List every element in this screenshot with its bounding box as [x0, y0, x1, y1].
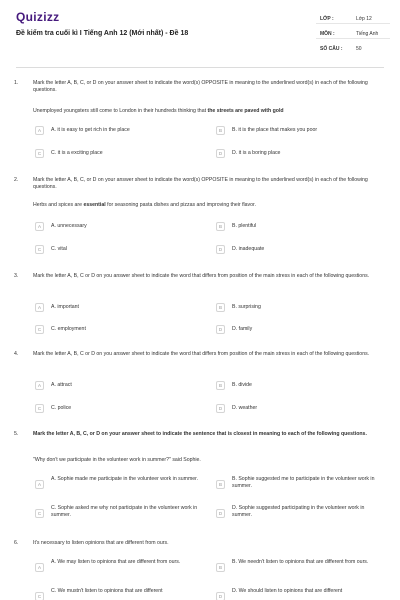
question-stem: Mark the letter A, B, C or D on you answer sheet to indicate the word that differs from position of the main stress in each of the following questions. [33, 273, 370, 279]
document-title: Đề kiểm tra cuối kì I Tiếng Anh 12 (Mới nhất) - Đề 18 [16, 30, 189, 37]
option-letter-box: D [216, 404, 225, 413]
option-text: C. We mustn't listen to opinions that are different [51, 588, 163, 594]
question-context: Unemployed youngsters still come to London in their hundreds thinking that the streets are paved with gold [33, 108, 284, 114]
option-letter-box: C [35, 149, 44, 158]
question-context: "Why don't we participate in the volunteer work in summer?" said Sophie. [33, 457, 201, 463]
option-text: A. unnecessary [51, 223, 87, 229]
option-letter-box: A [35, 126, 44, 135]
option-letter-box: A [35, 563, 44, 572]
question-stem: Mark the letter A, B, C or D on you answer sheet to indicate the word that differs from position of the main stress in each of the following questions. [33, 351, 370, 357]
option-text: C. vital [51, 246, 67, 252]
header-divider [16, 67, 384, 68]
option-text: D. it is a boring place [232, 150, 281, 156]
option-text: B. We needn't listen to opinions that are different from ours. [232, 559, 369, 565]
option-text: C. police [51, 405, 72, 411]
question-number: 2. [14, 177, 19, 183]
meta-subject-label: MÔN : [320, 31, 335, 37]
option-text: B. divide [232, 382, 252, 388]
question-context: Herbs and spices are essential for seasoning pasta dishes and pizzas and improving their flavor. [33, 202, 256, 208]
meta-subject-value: Tiếng Anh [356, 31, 379, 37]
option-letter-box: B [216, 480, 225, 489]
meta-grade-label: LỚP : [320, 16, 334, 22]
question-number: 5. [14, 431, 19, 437]
option-letter-box: B [216, 222, 225, 231]
question-number: 4. [14, 351, 19, 357]
option-letter-box: A [35, 222, 44, 231]
option-letter-box: C [35, 245, 44, 254]
option-letter-box: B [216, 563, 225, 572]
option-text: B. surprising [232, 304, 261, 310]
option-letter-box: B [216, 303, 225, 312]
option-text: C. employment [51, 326, 86, 332]
option-text: B. plentiful [232, 223, 257, 229]
option-text: A. Sophie made me participate in the volunteer work in summer. [51, 476, 199, 482]
option-letter-box: B [216, 126, 225, 135]
option-letter-box: D [216, 509, 225, 518]
option-text: D. family [232, 326, 253, 332]
question-number: 3. [14, 273, 19, 279]
option-letter-box: C [35, 325, 44, 334]
option-text: D. Sophie suggested participating in the volunteer work in summer. [232, 505, 365, 518]
question-stem: Mark the letter A, B, C, or D on your answer sheet to indicate the sentence that is closest in meaning to each of the following questions. [33, 431, 367, 437]
question-stem: Mark the letter A, B, C, or D on your answer sheet to indicate the word(s) OPPOSITE in meaning to the underlined word(s) in each of the following questions. [33, 80, 368, 93]
option-text: A. attract [51, 382, 72, 388]
question-number: 6. [14, 540, 19, 546]
option-letter-box: C [35, 404, 44, 413]
option-letter-box: D [216, 592, 225, 600]
option-text: B. it is the place that makes you poor [232, 127, 318, 133]
meta-count-value: 50 [356, 46, 362, 52]
highlighted-phrase: the streets are paved with gold [207, 108, 284, 114]
meta-count-label: SỐ CÂU : [320, 46, 343, 52]
option-text: C. Sophie asked me why not participate in the volunteer work in summer. [51, 505, 198, 518]
question-stem: It's necessary to listen opinions that are different from ours. [33, 540, 169, 546]
option-letter-box: B [216, 381, 225, 390]
option-letter-box: C [35, 592, 44, 600]
option-text: B. Sophie suggested me to participate in the volunteer work in summer. [232, 476, 375, 489]
option-text: C. it is a exciting place [51, 150, 103, 156]
option-text: A. it is easy to get rich in the place [51, 127, 130, 133]
quizizz-logo: Quizizz [16, 10, 60, 24]
option-text: D. weather [232, 405, 258, 411]
option-letter-box: A [35, 303, 44, 312]
option-text: D. inadequate [232, 246, 265, 252]
option-letter-box: D [216, 149, 225, 158]
question-stem: Mark the letter A, B, C, or D on your answer sheet to indicate the word(s) OPPOSITE in meaning to the underlined word(s) in each of the following questions. [33, 177, 368, 190]
option-letter-box: A [35, 381, 44, 390]
option-letter-box: D [216, 245, 225, 254]
question-number: 1. [14, 80, 19, 86]
option-text: D. We should listen to opinions that are different [232, 588, 343, 594]
option-letter-box: C [35, 509, 44, 518]
option-letter-box: A [35, 480, 44, 489]
option-letter-box: D [216, 325, 225, 334]
meta-grade-value: Lớp 12 [356, 16, 372, 22]
highlighted-phrase: essential [83, 202, 106, 208]
page-header [0, 0, 400, 65]
option-text: A. important [51, 304, 79, 310]
option-text: A. We may listen to opinions that are different from ours. [51, 559, 181, 565]
